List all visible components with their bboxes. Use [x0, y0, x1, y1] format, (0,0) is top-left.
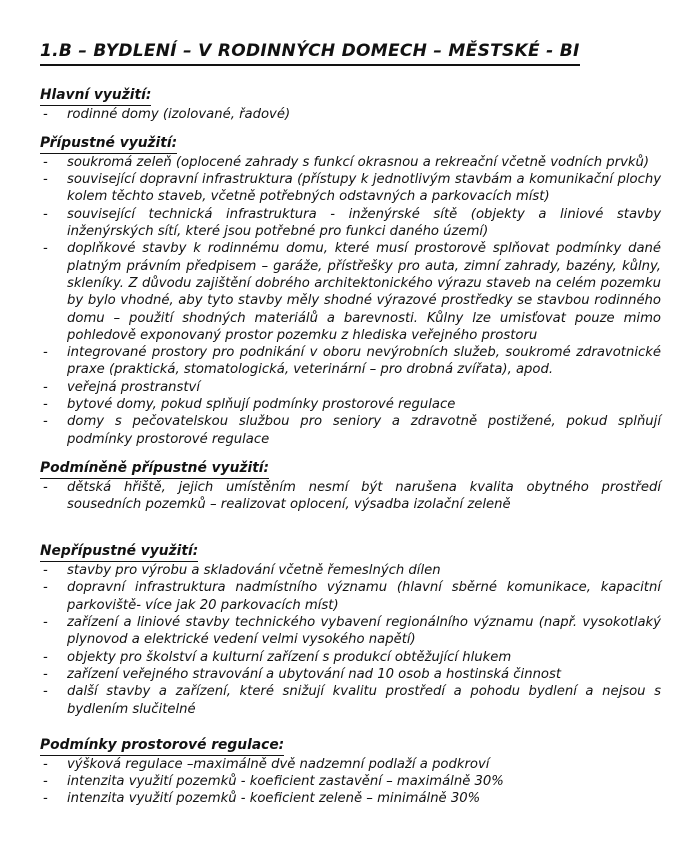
- list-item-text: stavby pro výrobu a skladování včetně řemeslných dílen: [67, 563, 441, 579]
- list-item-text: objekty pro školství a kulturní zařízení s produkcí obtěžující hlukem: [67, 649, 512, 665]
- list-item: [40, 562, 661, 579]
- bullet-dash: -: [43, 479, 48, 495]
- section-heading-text: Přípustné využití:: [40, 135, 177, 154]
- bullet-dash: -: [43, 206, 48, 222]
- bullet-dash: -: [43, 397, 48, 413]
- section-heading: [40, 87, 661, 106]
- section-heading: [40, 460, 661, 479]
- section-heading: [40, 737, 661, 756]
- list-item-text: související dopravní infrastruktura (přístupy k jednotlivým stavbám a komunikační plochy kolem těchto staveb, včetně potřebných odstavných a parkovacích míst): [67, 172, 661, 205]
- list-item: [40, 614, 661, 649]
- bullet-dash: -: [43, 580, 48, 596]
- list-item: [40, 379, 661, 396]
- section-heading-text: Hlavní využití:: [40, 87, 151, 106]
- list-item-text: dopravní infrastruktura nadmístního významu (hlavní sběrné komunikace, kapacitní parkoviště- více jak 20 parkovacích míst): [67, 580, 661, 613]
- bullet-dash: -: [43, 791, 48, 807]
- list-item: [40, 649, 661, 666]
- list-item: [40, 773, 661, 790]
- list-item-text: bytové domy, pokud splňují podmínky prostorové regulace: [67, 397, 456, 413]
- list-item: [40, 790, 661, 807]
- section-main-use: [40, 87, 661, 123]
- list-item: [40, 171, 661, 206]
- list-item-text: výšková regulace –maximálně dvě nadzemní podlaží a podkroví: [67, 756, 490, 772]
- list-item-text: domy s pečovatelskou službou pro seniory a zdravotně postižené, pokud splňují podmínky prostorové regulace: [67, 414, 661, 447]
- section-conditionally-permissible-use: [40, 460, 661, 513]
- bullet-list: [40, 756, 661, 808]
- bullet-dash: -: [43, 379, 48, 395]
- list-item-text: další stavby a zařízení, které snižují kvalitu prostředí a pohodu bydlení a nejsou s bydlením slučitelné: [67, 684, 661, 717]
- list-item: [40, 154, 661, 171]
- list-item-text: intenzita využití pozemků - koeficient zastavění – maximálně 30%: [67, 773, 504, 789]
- list-item-text: zařízení veřejného stravování a ubytování nad 10 osob a hostinská činnost: [67, 666, 562, 682]
- page-title-text: 1.B – BYDLENÍ – V RODINNÝCH DOMECH – MĚSTSKÉ - BI: [40, 41, 580, 66]
- bullet-dash: -: [43, 666, 48, 682]
- bullet-dash: -: [43, 345, 48, 361]
- section-heading-text: Nepřípustné využití:: [40, 543, 198, 562]
- bullet-dash: -: [43, 154, 48, 170]
- section-heading: [40, 543, 661, 562]
- list-item: [40, 666, 661, 683]
- bullet-list: [40, 479, 661, 514]
- list-item-text: dětská hřiště, jejich umístěním nesmí být narušena kvalita obytného prostředí sousedních pozemků – realizovat oplocení, výsadba izolační zeleně: [67, 479, 661, 513]
- bullet-list: [40, 106, 661, 123]
- list-item: [40, 413, 661, 448]
- bullet-list: [40, 562, 661, 718]
- bullet-dash: -: [43, 773, 48, 789]
- bullet-dash: -: [43, 756, 48, 772]
- bullet-dash: -: [43, 615, 48, 631]
- section-heading-text: Podmínky prostorové regulace:: [40, 737, 284, 756]
- list-item-text: integrované prostory pro podnikání v oboru nevýrobních služeb, soukromé zdravotnické praxe (praktická, stomatologická, veterinární – pro drobná zvířata), apod.: [67, 345, 661, 378]
- list-item: [40, 206, 661, 241]
- list-item: [40, 240, 661, 344]
- list-item: [40, 579, 661, 614]
- list-item-text: veřejná prostranství: [67, 379, 201, 395]
- section-heading: [40, 135, 661, 154]
- list-item: [40, 396, 661, 413]
- bullet-dash: -: [43, 563, 48, 579]
- list-item-text: rodinné domy (izolované, řadové): [67, 106, 291, 122]
- section-permissible-use: [40, 135, 661, 448]
- list-item: [40, 479, 661, 514]
- bullet-list: [40, 154, 661, 448]
- bullet-dash: -: [43, 241, 48, 257]
- section-heading-text: Podmíněně přípustné využití:: [40, 460, 269, 479]
- list-item: [40, 756, 661, 773]
- list-item-text: související technická infrastruktura - inženýrské sítě (objekty a liniové stavby inženýrských sítí, které jsou potřebné pro funkci daného území): [67, 206, 661, 240]
- list-item: [40, 683, 661, 718]
- list-item: [40, 106, 661, 123]
- bullet-dash: -: [43, 106, 48, 122]
- bullet-dash: -: [43, 172, 48, 188]
- bullet-dash: -: [43, 684, 48, 700]
- list-item-text: intenzita využití pozemků - koeficient zeleně – minimálně 30%: [67, 791, 481, 807]
- bullet-dash: -: [43, 649, 48, 665]
- list-item-text: soukromá zeleň (oplocené zahrady s funkcí okrasnou a rekreační včetně vodních prvků): [67, 154, 650, 170]
- page-title: [40, 26, 661, 66]
- list-item-text: zařízení a liniové stavby technického vybavení regionálního významu (např. vysokotlaký plynovod a elektrické vedení velmi vysokého napětí): [67, 615, 661, 648]
- list-item: [40, 344, 661, 379]
- list-item-text: doplňkové stavby k rodinnému domu, které musí prostorově splňovat podmínky dané platným právním předpisem – garáže, přístřešky pro auta, zimní zahrady, bazény, kůlny, skleníky. Z důvodu zajištění dobrého architektonického výrazu staveb na celém pozemku by bylo vhodné, aby tyto stavby měly shodné výrazové prostředky se stavbou rodinného domu – použití shodných materiálů a barevnosti. Kůlny lze umisťovat pouze mimo pohledově exponovaný prostor pozemku z hlediska veřejného prostoru: [67, 241, 661, 343]
- section-spatial-regulation: [40, 737, 661, 808]
- bullet-dash: -: [43, 414, 48, 430]
- section-impermissible-use: [40, 543, 661, 717]
